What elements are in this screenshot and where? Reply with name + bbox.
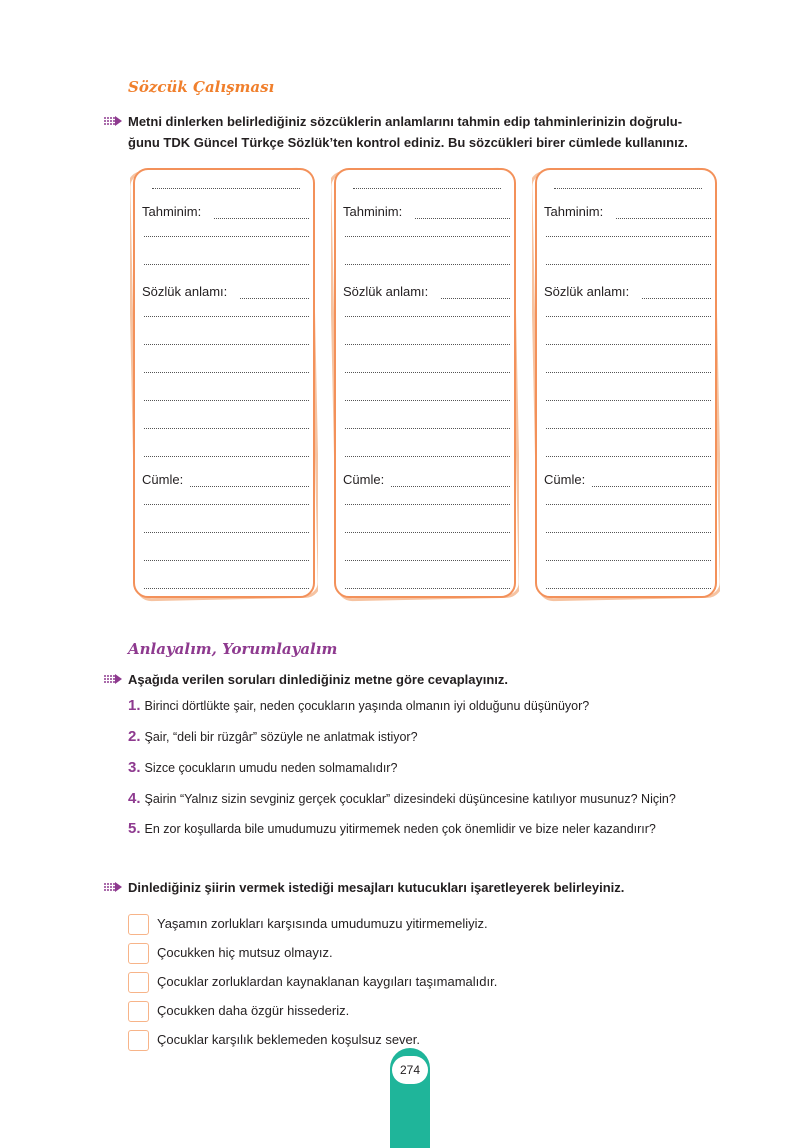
dictionary-line[interactable]	[345, 344, 510, 345]
guess-line[interactable]	[345, 264, 510, 265]
dictionary-line[interactable]	[546, 400, 711, 401]
message-option-text: Çocukken daha özgür hissederiz.	[157, 1003, 350, 1018]
card-frame	[331, 166, 519, 602]
question-number: 4.	[128, 790, 141, 807]
dictionary-line[interactable]	[345, 400, 510, 401]
message-checkbox[interactable]	[128, 972, 149, 993]
question-3	[128, 759, 397, 776]
section-title-anlayalim: Anlayalım, Yorumlayalım	[128, 640, 338, 658]
sentence-line[interactable]	[144, 504, 309, 505]
sentence-line[interactable]	[546, 560, 711, 561]
dictionary-line[interactable]	[144, 344, 309, 345]
card-frame	[130, 166, 318, 602]
card-frame	[532, 166, 720, 602]
message-checkbox[interactable]	[128, 1030, 149, 1051]
dictionary-inline-line[interactable]	[441, 298, 510, 299]
dictionary-line[interactable]	[144, 400, 309, 401]
question-text: En zor koşullarda bile umudumuzu yitirmemek neden çok önemlidir ve bize neler kazandırır?	[144, 822, 656, 836]
sentence-line[interactable]	[144, 588, 309, 589]
word-card	[532, 166, 720, 602]
dictionary-line[interactable]	[144, 428, 309, 429]
page-number-badge	[392, 1056, 428, 1084]
sentence-line[interactable]	[546, 504, 711, 505]
sentence-inline-line[interactable]	[391, 486, 510, 487]
page-number: 274	[399, 1063, 421, 1077]
sentence-inline-line[interactable]	[592, 486, 711, 487]
question-number: 3.	[128, 759, 141, 776]
dictionary-line[interactable]	[546, 428, 711, 429]
arrow-right-icon	[104, 674, 122, 684]
question-text: Sizce çocukların umudu neden solmamalıdır?	[144, 761, 398, 775]
question-2	[128, 728, 418, 745]
word-line[interactable]	[353, 188, 501, 189]
question-text: Şair, “deli bir rüzgâr” sözüyle ne anlatmak istiyor?	[144, 730, 418, 744]
dictionary-line[interactable]	[546, 372, 711, 373]
message-option-text: Çocukken hiç mutsuz olmayız.	[157, 945, 333, 960]
question-number: 5.	[128, 820, 141, 837]
sentence-line[interactable]	[345, 560, 510, 561]
dictionary-label: Sözlük anlamı:	[343, 284, 429, 299]
sentence-line[interactable]	[345, 504, 510, 505]
question-number: 1.	[128, 697, 141, 714]
word-line[interactable]	[554, 188, 702, 189]
guess-line[interactable]	[144, 264, 309, 265]
question-5	[128, 820, 656, 837]
message-option-text: Çocuklar zorluklardan kaynaklanan kaygıları taşımamalıdır.	[157, 974, 498, 989]
instruction-line-2: ğunu TDK Güncel Türkçe Sözlük’ten kontrol ediniz. Bu sözcükleri birer cümlede kullanınız.	[128, 135, 688, 150]
dictionary-line[interactable]	[345, 372, 510, 373]
sentence-line[interactable]	[345, 532, 510, 533]
dictionary-inline-line[interactable]	[642, 298, 711, 299]
message-checkbox[interactable]	[128, 1001, 149, 1022]
guess-line[interactable]	[546, 236, 711, 237]
dictionary-line[interactable]	[144, 316, 309, 317]
sentence-line[interactable]	[345, 588, 510, 589]
guess-label: Tahminim:	[544, 204, 604, 219]
guess-line[interactable]	[345, 236, 510, 237]
dictionary-line[interactable]	[345, 428, 510, 429]
question-text: Şairin “Yalnız sizin sevginiz gerçek çocuklar” dizesindeki düşüncesine katılıyor musunuz? Niçin?	[144, 792, 676, 806]
question-number: 2.	[128, 728, 141, 745]
checkbox-instruction: Dinlediğiniz şiirin vermek istediği mesajları kutucukları işaretleyerek belirleyiniz.	[128, 880, 625, 895]
question-4	[128, 790, 676, 807]
dictionary-line[interactable]	[345, 316, 510, 317]
section-title-sozcuk: Sözcük Çalışması	[128, 78, 275, 96]
sentence-line[interactable]	[144, 560, 309, 561]
sentence-line[interactable]	[144, 532, 309, 533]
guess-line[interactable]	[144, 236, 309, 237]
sentence-label: Cümle:	[544, 472, 586, 487]
question-text: Birinci dörtlükte şair, neden çocukların yaşında olmanın iyi olduğunu düşünüyor?	[144, 699, 590, 713]
guess-inline-line[interactable]	[415, 218, 510, 219]
dictionary-line[interactable]	[144, 456, 309, 457]
word-card	[130, 166, 318, 602]
dictionary-line[interactable]	[546, 344, 711, 345]
questions-instruction: Aşağıda verilen soruları dinlediğiniz metne göre cevaplayınız.	[128, 672, 509, 687]
sentence-label: Cümle:	[142, 472, 184, 487]
message-option-text: Yaşamın zorlukları karşısında umudumuzu yitirmemeliyiz.	[157, 916, 488, 931]
arrow-right-icon	[104, 882, 122, 892]
guess-label: Tahminim:	[142, 204, 202, 219]
dictionary-line[interactable]	[546, 316, 711, 317]
message-checkbox[interactable]	[128, 914, 149, 935]
instruction-line-1: Metni dinlerken belirlediğiniz sözcüklerin anlamlarını tahmin edip tahminlerinizin doğrulu-	[128, 114, 683, 129]
dictionary-line[interactable]	[546, 456, 711, 457]
sentence-line[interactable]	[546, 588, 711, 589]
message-checkbox[interactable]	[128, 943, 149, 964]
question-1	[128, 697, 589, 714]
dictionary-label: Sözlük anlamı:	[544, 284, 630, 299]
dictionary-inline-line[interactable]	[240, 298, 309, 299]
dictionary-line[interactable]	[144, 372, 309, 373]
dictionary-line[interactable]	[345, 456, 510, 457]
sentence-label: Cümle:	[343, 472, 385, 487]
sentence-inline-line[interactable]	[190, 486, 309, 487]
word-line[interactable]	[152, 188, 300, 189]
dictionary-label: Sözlük anlamı:	[142, 284, 228, 299]
guess-inline-line[interactable]	[616, 218, 711, 219]
message-option-text: Çocuklar karşılık beklemeden koşulsuz sever.	[157, 1032, 421, 1047]
arrow-right-icon	[104, 116, 122, 126]
guess-line[interactable]	[546, 264, 711, 265]
guess-label: Tahminim:	[343, 204, 403, 219]
guess-inline-line[interactable]	[214, 218, 309, 219]
sentence-line[interactable]	[546, 532, 711, 533]
word-card	[331, 166, 519, 602]
instruction-text	[128, 111, 728, 153]
